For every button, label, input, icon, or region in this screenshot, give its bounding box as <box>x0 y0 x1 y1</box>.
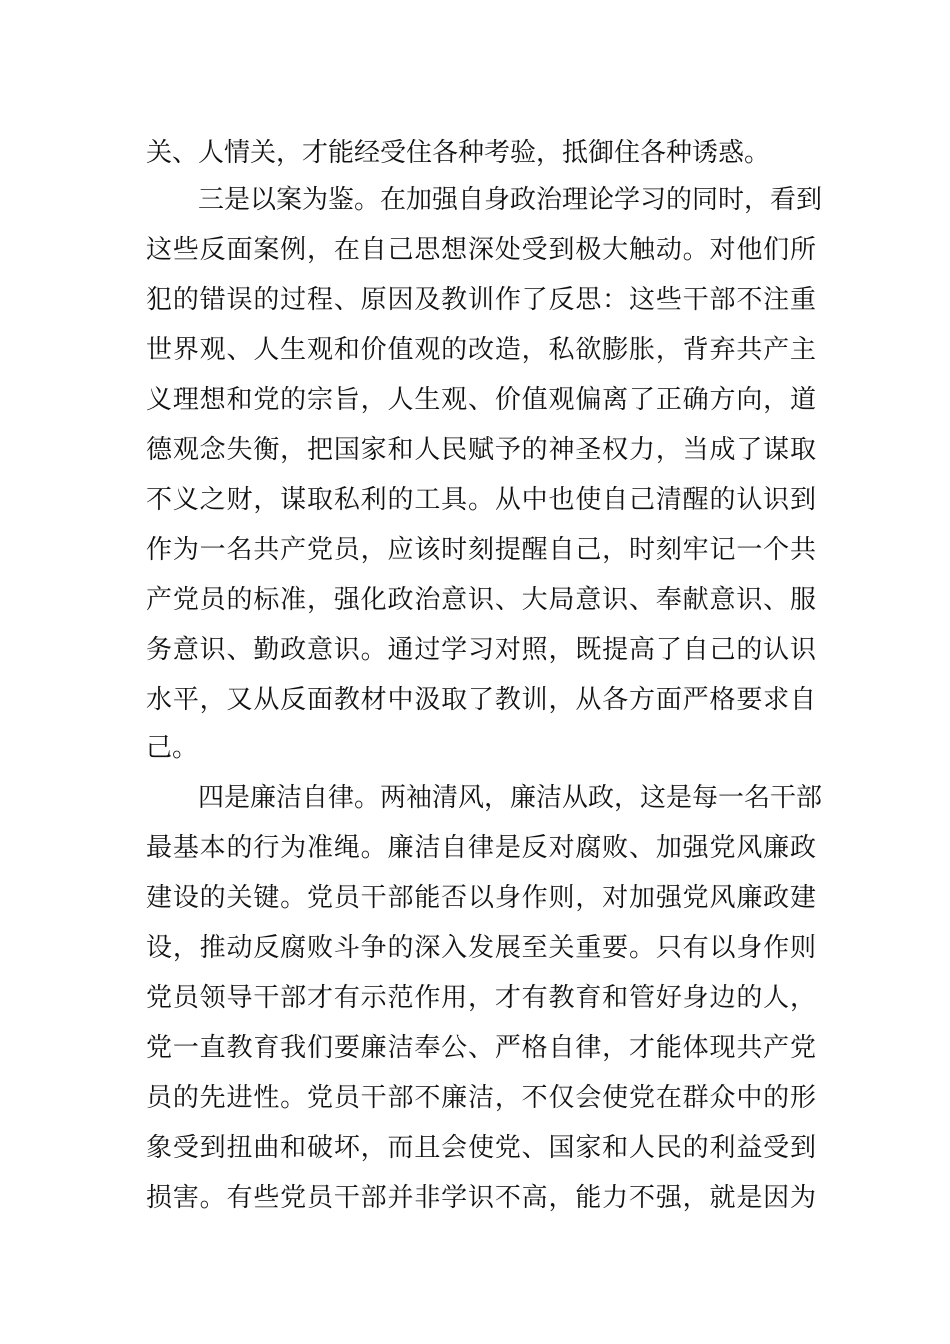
text-line: 产党员的标准，强化政治意识、大局意识、奉献意识、服 <box>146 585 816 615</box>
text-line: 水平，又从反面教材中汲取了教训，从各方面严格要求自 <box>146 685 816 715</box>
text-line: 损害。有些党员干部并非学识不高，能力不强，就是因为 <box>146 1183 816 1213</box>
text-line: 德观念失衡，把国家和人民赋予的神圣权力，当成了谋取 <box>146 435 816 465</box>
paragraph-first-line: 三是以案为鉴。在加强自身政治理论学习的同时，看到 <box>198 185 823 215</box>
text-line: 务意识、勤政意识。通过学习对照，既提高了自己的认识 <box>146 635 816 665</box>
text-line: 世界观、人生观和价值观的改造，私欲膨胀，背弃共产主 <box>146 335 816 365</box>
text-line: 义理想和党的宗旨，人生观、价值观偏离了正确方向，道 <box>146 385 816 415</box>
text-line: 犯的错误的过程、原因及教训作了反思：这些干部不注重 <box>146 285 816 315</box>
text-line: 不义之财，谋取私利的工具。从中也使自己清醒的认识到 <box>146 485 816 515</box>
text-line: 设，推动反腐败斗争的深入发展至关重要。只有以身作则 <box>146 933 816 963</box>
text-line: 建设的关键。党员干部能否以身作则，对加强党风廉政建 <box>146 883 816 913</box>
text-line: 党一直教育我们要廉洁奉公、严格自律，才能体现共产党 <box>146 1033 816 1063</box>
text-line: 最基本的行为准绳。廉洁自律是反对腐败、加强党风廉政 <box>146 833 816 863</box>
text-line: 员的先进性。党员干部不廉洁，不仅会使党在群众中的形 <box>146 1083 816 1113</box>
text-line: 作为一名共产党员，应该时刻提醒自己，时刻牢记一个共 <box>146 535 816 565</box>
text-line: 这些反面案例，在自己思想深处受到极大触动。对他们所 <box>146 235 816 265</box>
text-line: 己。 <box>146 733 199 763</box>
paragraph-first-line: 四是廉洁自律。两袖清风，廉洁从政，这是每一名干部 <box>198 783 823 813</box>
text-line: 关、人情关，才能经受住各种考验，抵御住各种诱惑。 <box>146 138 771 168</box>
text-line: 党员领导干部才有示范作用，才有教育和管好身边的人， <box>146 983 816 1013</box>
text-line: 象受到扭曲和破坏，而且会使党、国家和人民的利益受到 <box>146 1133 816 1163</box>
